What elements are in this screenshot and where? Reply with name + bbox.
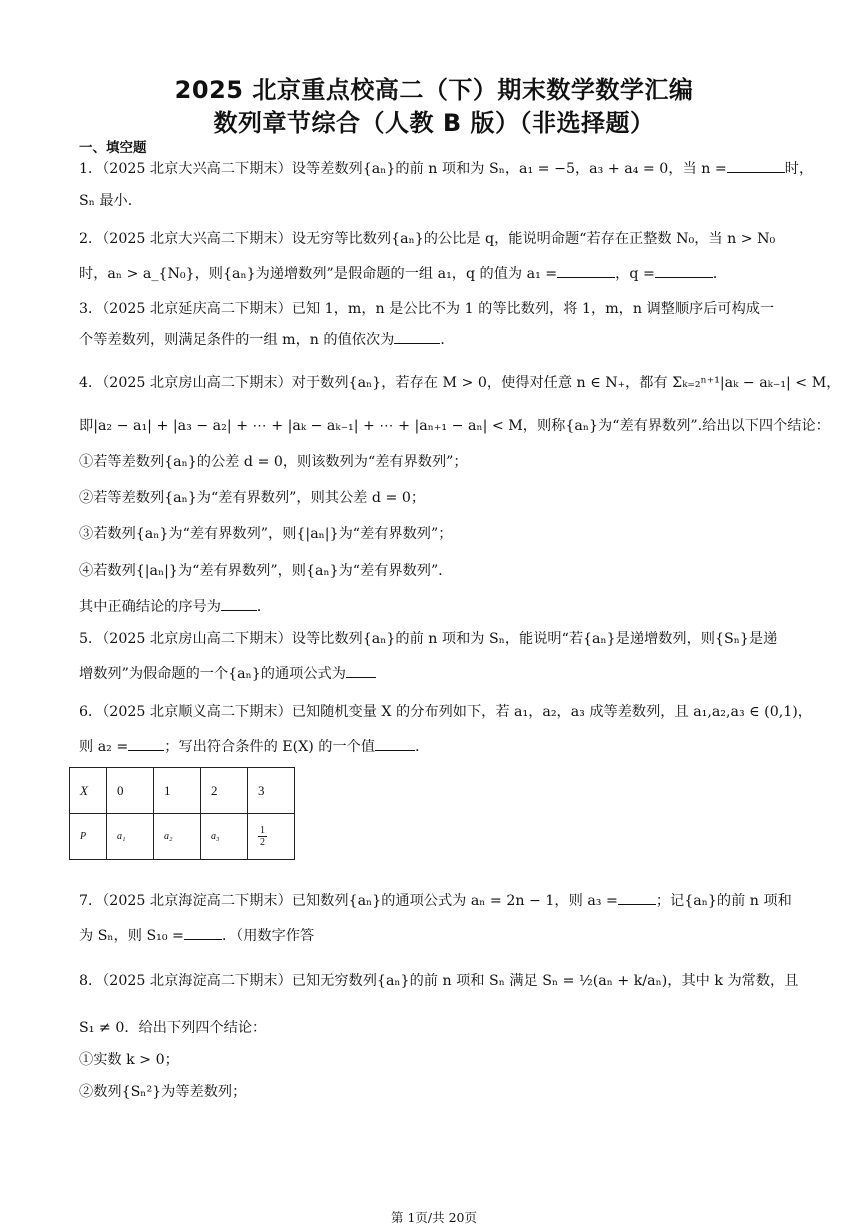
table-cell: 2	[201, 768, 248, 814]
fraction-denominator: 2	[260, 837, 265, 848]
question-3-tail: ．	[440, 332, 455, 348]
question-7-text-a: 7．（2025 北京海淀高二下期末）已知数列{aₙ}的通项公式为 aₙ = 2n − 1，则 a₃ =	[79, 893, 618, 909]
question-2-text-a: 时，aₙ > a_{N₀}，则{aₙ}为递增数列”是假命题的一组 a₁，q 的值为 a₁ =	[79, 266, 558, 282]
document-title-line2: 数列章节综合（人教 B 版）（非选择题）	[213, 109, 655, 137]
answer-blank	[727, 160, 785, 173]
question-6-text-c: ．	[415, 739, 430, 755]
answer-blank	[128, 738, 164, 751]
question-7-text-d: ．（用数字作答	[221, 928, 315, 944]
answer-blank	[557, 265, 615, 278]
section-heading: 一、填空题	[79, 140, 147, 156]
question-4-ask	[79, 596, 798, 616]
question-1-line-2: Sₙ 最小．	[79, 193, 142, 209]
question-6-text-a: 则 a₂ =	[79, 739, 129, 755]
page-footer: 第 1页/共 20页	[390, 1210, 478, 1225]
table-cell: 0	[107, 768, 154, 814]
question-5-text: 增数列”为假命题的一个{aₙ}的通项公式为	[79, 666, 346, 682]
table-cell: 3	[248, 768, 295, 814]
question-7-text-c: 为 Sₙ，则 S₁₀ =	[79, 928, 184, 944]
fraction-numerator: 1	[260, 825, 265, 836]
question-5-line-2	[79, 663, 798, 683]
question-6-line-1: 6．（2025 北京顺义高二下期末）已知随机变量 X 的分布列如下，若 a₁，a₂，a₃ 成等差数列，且 a₁,a₂,a₃ ∈ (0,1)，	[79, 704, 812, 720]
question-8-option-2: ②数列{Sₙ²}为等差数列；	[79, 1084, 247, 1100]
question-8-option-1: ①实数 k > 0；	[79, 1052, 179, 1068]
table-row	[70, 768, 295, 814]
answer-blank	[184, 927, 222, 940]
table-cell: a₃	[201, 814, 248, 860]
answer-blank	[375, 738, 415, 751]
table-cell: P	[70, 814, 107, 860]
table-cell: a₂	[154, 814, 201, 860]
question-2-text-b: ，q =	[615, 266, 655, 282]
question-4-ask-text: 其中正确结论的序号为	[79, 599, 221, 615]
question-7-line-2	[79, 925, 798, 945]
table-cell	[248, 814, 295, 860]
answer-blank	[618, 892, 656, 905]
answer-blank	[221, 598, 257, 611]
question-3-line-2	[79, 329, 798, 349]
question-4-option-4: ④若数列{|aₙ|}为“差有界数列”，则{aₙ}为“差有界数列”．	[79, 563, 453, 579]
question-3-line-1: 3．（2025 北京延庆高二下期末）已知 1，m，n 是公比不为 1 的等比数列，将 1，m，n 调整顺序后可构成一	[79, 301, 775, 317]
document-title-line1: 2025 北京重点校高二（下）期末数学数学汇编	[174, 76, 694, 104]
question-4-option-2: ②若等差数列{aₙ}为“差有界数列”，则其公差 d = 0；	[79, 490, 426, 506]
question-2-line-2	[79, 263, 798, 283]
answer-blank	[655, 265, 713, 278]
question-6-line-2	[79, 736, 798, 756]
question-1-line-1	[79, 158, 814, 178]
question-8-line-1: 8．（2025 北京海淀高二下期末）已知无穷数列{aₙ}的前 n 项和 Sₙ 满足 Sₙ = ½(aₙ + k/aₙ)，其中 k 为常数，且	[79, 973, 799, 989]
question-2-text-c: ．	[712, 266, 728, 282]
question-4-ask-tail: ．	[256, 599, 272, 615]
question-6-text-b: ；写出符合条件的 E(X) 的一个值	[164, 739, 376, 755]
fraction	[258, 825, 267, 848]
table-row	[70, 814, 295, 860]
answer-blank	[394, 331, 440, 344]
answer-blank	[346, 665, 376, 678]
question-7-line-1	[79, 890, 798, 910]
question-5-line-1: 5．（2025 北京房山高二下期末）设等比数列{aₙ}的前 n 项和为 Sₙ，能说明“若{aₙ}是递增数列，则{Sₙ}是递	[79, 631, 778, 647]
table-cell: a₁	[107, 814, 154, 860]
question-2-line-1: 2．（2025 北京大兴高二下期末）设无穷等比数列{aₙ}的公比是 q，能说明命题“若存在正整数 N₀，当 n > N₀	[79, 231, 776, 247]
table-cell: 1	[154, 768, 201, 814]
question-7-text-b: ；记{aₙ}的前 n 项和	[655, 893, 792, 909]
question-8-line-2: S₁ ≠ 0．给出下列四个结论：	[79, 1020, 267, 1036]
question-3-text: 个等差数列，则满足条件的一组 m，n 的值依次为	[79, 332, 395, 348]
question-4-line-2: 即|a₂ − a₁| + |a₃ − a₂| + ⋯ + |aₖ − aₖ₋₁| + ⋯ + |aₙ₊₁ − aₙ| < M，则称{aₙ}为“差有界数列”.给出以下四个结论：	[79, 418, 830, 434]
table-cell: X	[70, 768, 107, 814]
question-1-tail: 时，	[784, 161, 814, 177]
distribution-table	[69, 767, 295, 860]
question-4-line-1: 4．（2025 北京房山高二下期末）对于数列{aₙ}，若存在 M > 0，使得对任意 n ∈ N₊，都有 Σₖ₌₂ⁿ⁺¹|aₖ − aₖ₋₁| < M，	[79, 375, 841, 391]
question-4-option-1: ①若等差数列{aₙ}的公差 d = 0，则该数列为“差有界数列”；	[79, 454, 468, 470]
question-1-text: 1．（2025 北京大兴高二下期末）设等差数列{aₙ}的前 n 项和为 Sₙ，a₁ = −5，a₃ + a₄ = 0，当 n =	[79, 161, 727, 177]
question-4-option-3: ③若数列{aₙ}为“差有界数列”，则{|aₙ|}为“差有界数列”；	[79, 526, 453, 542]
